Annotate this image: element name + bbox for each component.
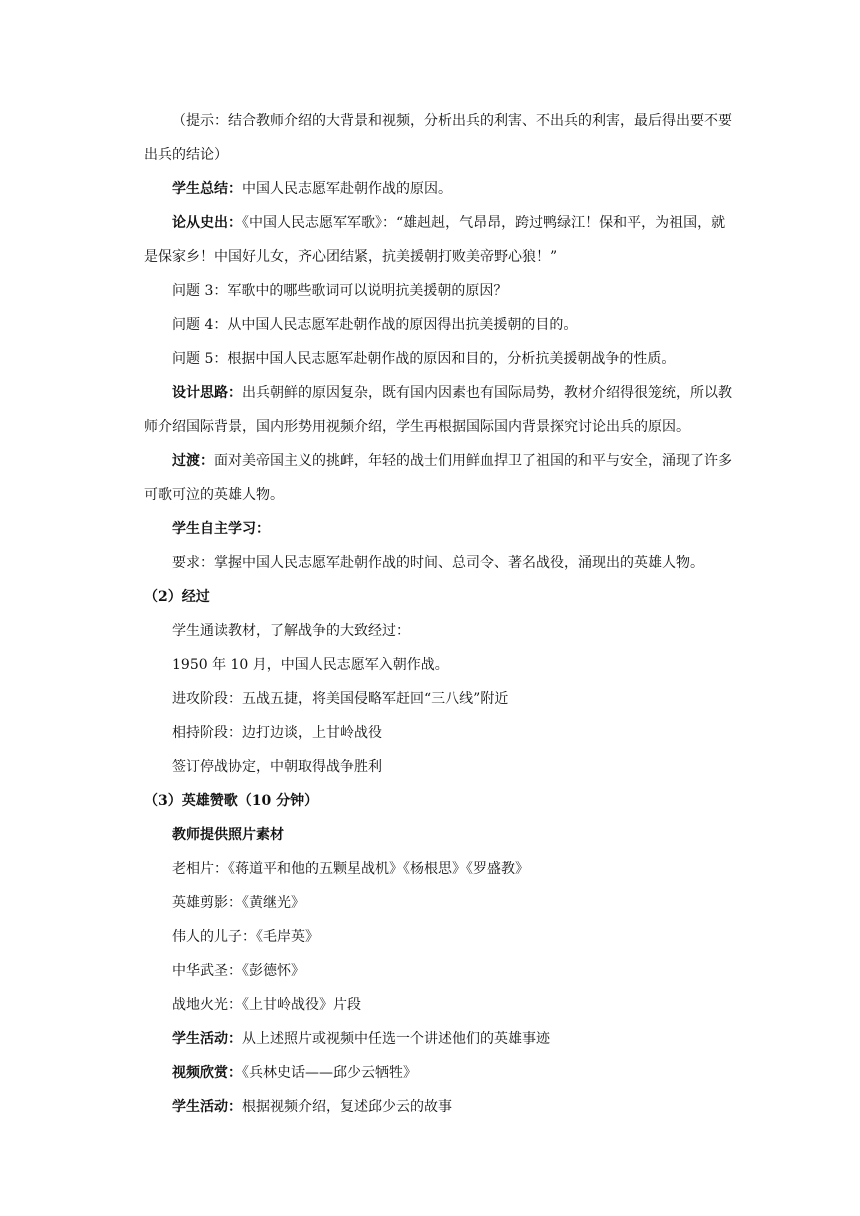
paragraph-text: 伟人的儿子：《毛岸英》 [172, 929, 319, 945]
paragraph-text: 《兵林史话——邱少云牺牲》 [242, 1065, 417, 1081]
paragraph-label: 学生活动： [172, 1031, 242, 1047]
attack-stage-paragraph [144, 682, 736, 716]
requirement-paragraph [144, 546, 736, 580]
paragraph-text: 英雄剪影：《黄继光》 [172, 895, 305, 911]
paragraph-text: 《中国人民志愿军军歌》：“雄赳赳，气昂昂，跨过鸭绿江！保和平，为祖国，就是保家乡！中国好儿女，齐心团结紧，抗美援朝打败美帝野心狼！” [144, 215, 726, 265]
transition-paragraph [144, 444, 736, 512]
paragraph-label: 学生活动： [172, 1099, 242, 1115]
paragraph-text: （3）英雄赞歌（10 分钟） [144, 793, 319, 809]
date-paragraph [144, 648, 736, 682]
stalemate-stage-paragraph [144, 716, 736, 750]
paragraph-label: 视频欣赏： [172, 1065, 242, 1081]
read-textbook-paragraph [144, 614, 736, 648]
history-evidence-paragraph [144, 206, 736, 274]
paragraph-text: 学生自主学习： [172, 521, 270, 537]
paragraph-text: 学生通读教材，了解战争的大致经过： [172, 623, 410, 639]
paragraph-label: 过渡： [172, 453, 214, 469]
design-idea-paragraph [144, 376, 736, 444]
document-body [144, 104, 736, 1124]
paragraph-text: 相持阶段：边打边谈，上甘岭战役 [172, 725, 382, 741]
paragraph-label: 设计思路： [172, 385, 242, 401]
great-son-paragraph [144, 920, 736, 954]
paragraph-text: 1950 年 10 月，中国人民志愿军入朝作战。 [172, 657, 449, 673]
student-activity-paragraph-2 [144, 1090, 736, 1124]
battlefield-fire-paragraph [144, 988, 736, 1022]
paragraph-text: 问题 3：军歌中的哪些歌词可以说明抗美援朝的原因？ [172, 283, 508, 299]
paragraph-text: （提示：结合教师介绍的大背景和视频，分析出兵的利害、不出兵的利害，最后得出要不要出兵的结论） [144, 113, 732, 163]
question-4-paragraph [144, 308, 736, 342]
paragraph-text: 老相片：《蒋道平和他的五颗星战机》《杨根思》《罗盛教》 [172, 861, 529, 877]
paragraph-text: 教师提供照片素材 [172, 827, 284, 843]
video-appreciation-paragraph [144, 1056, 736, 1090]
paragraph-text: 进攻阶段：五战五捷，将美国侵略军赶回“三八线”附近 [172, 691, 509, 707]
paragraph-text: 要求：掌握中国人民志愿军赴朝作战的时间、总司令、著名战役，涌现出的英雄人物。 [172, 555, 704, 571]
paragraph-text: 从上述照片或视频中任选一个讲述他们的英雄事迹 [242, 1031, 550, 1047]
paragraph-text: 问题 4：从中国人民志愿军赴朝作战的原因得出抗美援朝的目的。 [172, 317, 578, 333]
paragraph-text: 出兵朝鲜的原因复杂，既有国内因素也有国际局势，教材介绍得很笼统，所以教师介绍国际背景，国内形势用视频介绍，学生再根据国际国内背景探究讨论出兵的原因。 [144, 385, 732, 435]
hint-paragraph [144, 104, 736, 172]
armistice-paragraph [144, 750, 736, 784]
hero-silhouette-paragraph [144, 886, 736, 920]
paragraph-text: 根据视频介绍，复述邱少云的故事 [242, 1099, 452, 1115]
paragraph-label: 学生总结： [172, 181, 242, 197]
student-summary-paragraph [144, 172, 736, 206]
section-heading-process [144, 580, 736, 614]
paragraph-label: 论从史出： [172, 215, 242, 231]
martial-saint-paragraph [144, 954, 736, 988]
section-heading-heroes [144, 784, 736, 818]
paragraph-text: 面对美帝国主义的挑衅，年轻的战士们用鲜血捍卫了祖国的和平与安全，涌现了许多可歌可泣的英雄人物。 [144, 453, 732, 503]
paragraph-text: 战地火光：《上甘岭战役》片段 [172, 997, 361, 1013]
question-3-paragraph [144, 274, 736, 308]
self-study-heading [144, 512, 736, 546]
paragraph-text: 中国人民志愿军赴朝作战的原因。 [242, 181, 452, 197]
old-photos-paragraph [144, 852, 736, 886]
paragraph-text: （2）经过 [144, 589, 210, 605]
teacher-materials-heading [144, 818, 736, 852]
paragraph-text: 问题 5：根据中国人民志愿军赴朝作战的原因和目的，分析抗美援朝战争的性质。 [172, 351, 676, 367]
question-5-paragraph [144, 342, 736, 376]
paragraph-text: 中华武圣：《彭德怀》 [172, 963, 305, 979]
student-activity-paragraph-1 [144, 1022, 736, 1056]
paragraph-text: 签订停战协定，中朝取得战争胜利 [172, 759, 382, 775]
